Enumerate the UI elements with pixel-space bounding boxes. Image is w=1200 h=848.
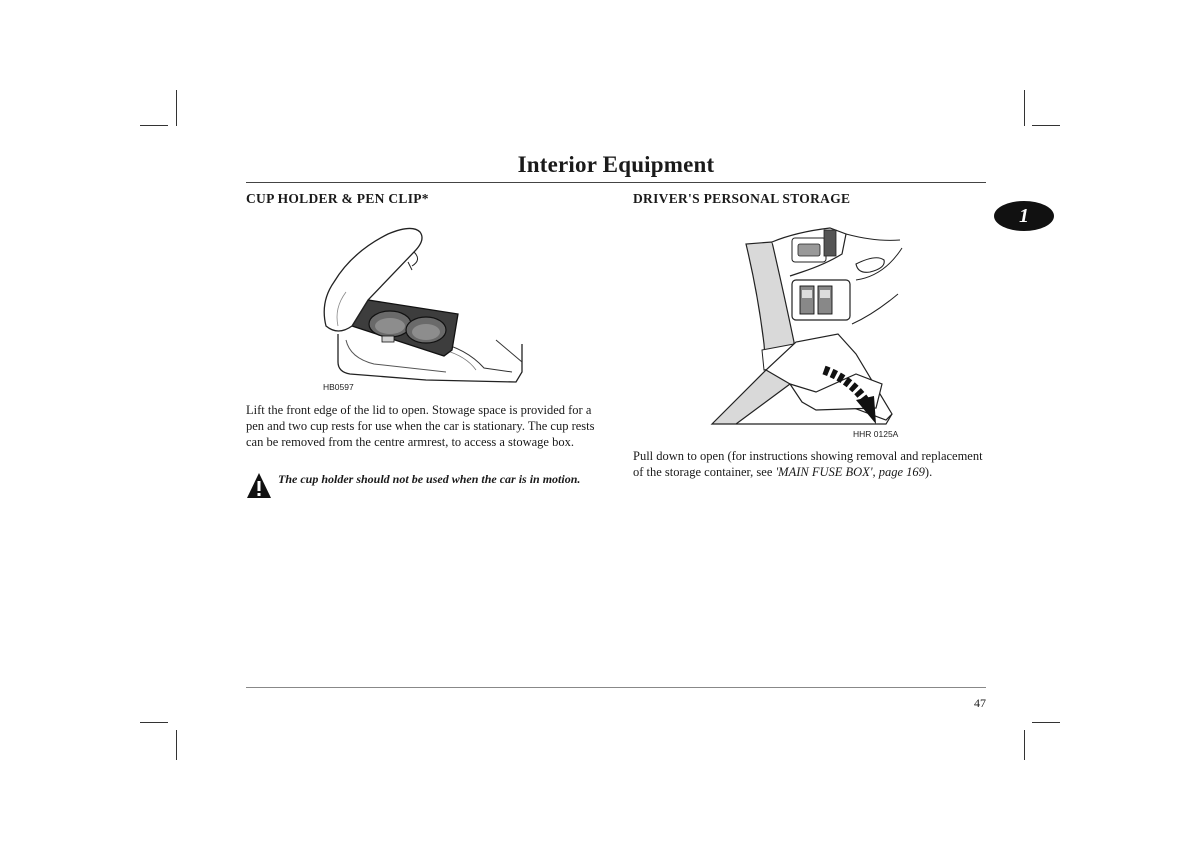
cup-holder-paragraph: Lift the front edge of the lid to open. Stowage space is provided for a pen and two cup rests for use when the car is stationary. The cup rests can be removed from the centre armrest, to access a stowage box. [246,403,595,449]
footer-rule [246,687,986,688]
crop-mark-bottom-right-h [1032,722,1060,723]
crop-mark-bottom-left-v [176,730,177,760]
crop-mark-top-right-h [1032,125,1060,126]
warning-icon [246,470,272,500]
cup-holder-heading: CUP HOLDER & PEN CLIP* [246,191,429,206]
cup-holder-figure-label: HB0597 [323,382,354,392]
caution-note [246,470,606,500]
driver-storage-illustration [706,224,906,434]
chapter-number: 1 [1019,204,1029,227]
main-fuse-box-reference[interactable]: 'MAIN FUSE BOX', page 169 [775,465,925,479]
title-rule [246,182,986,183]
storage-figure-label: HHR 0125A [853,429,899,439]
crop-mark-bottom-right-v [1024,730,1025,760]
crop-mark-top-left-h [140,125,168,126]
storage-paragraph-end: ). [924,465,933,479]
storage-paragraph-main: Pull down to open (for instructions showing removal and replacement of the storage container, see [633,449,983,479]
storage-heading: DRIVER'S PERSONAL STORAGE [633,191,851,206]
caution-text: The cup holder should not be used when the car is in motion. [278,472,581,486]
page-title: Interior Equipment [517,152,715,177]
crop-mark-bottom-left-h [140,722,168,723]
storage-paragraph [633,448,985,480]
chapter-tab [994,201,1054,231]
crop-mark-top-left-v [176,90,177,126]
crop-mark-top-right-v [1024,90,1025,126]
cup-holder-illustration [316,222,530,390]
page-number: 47 [974,696,986,710]
